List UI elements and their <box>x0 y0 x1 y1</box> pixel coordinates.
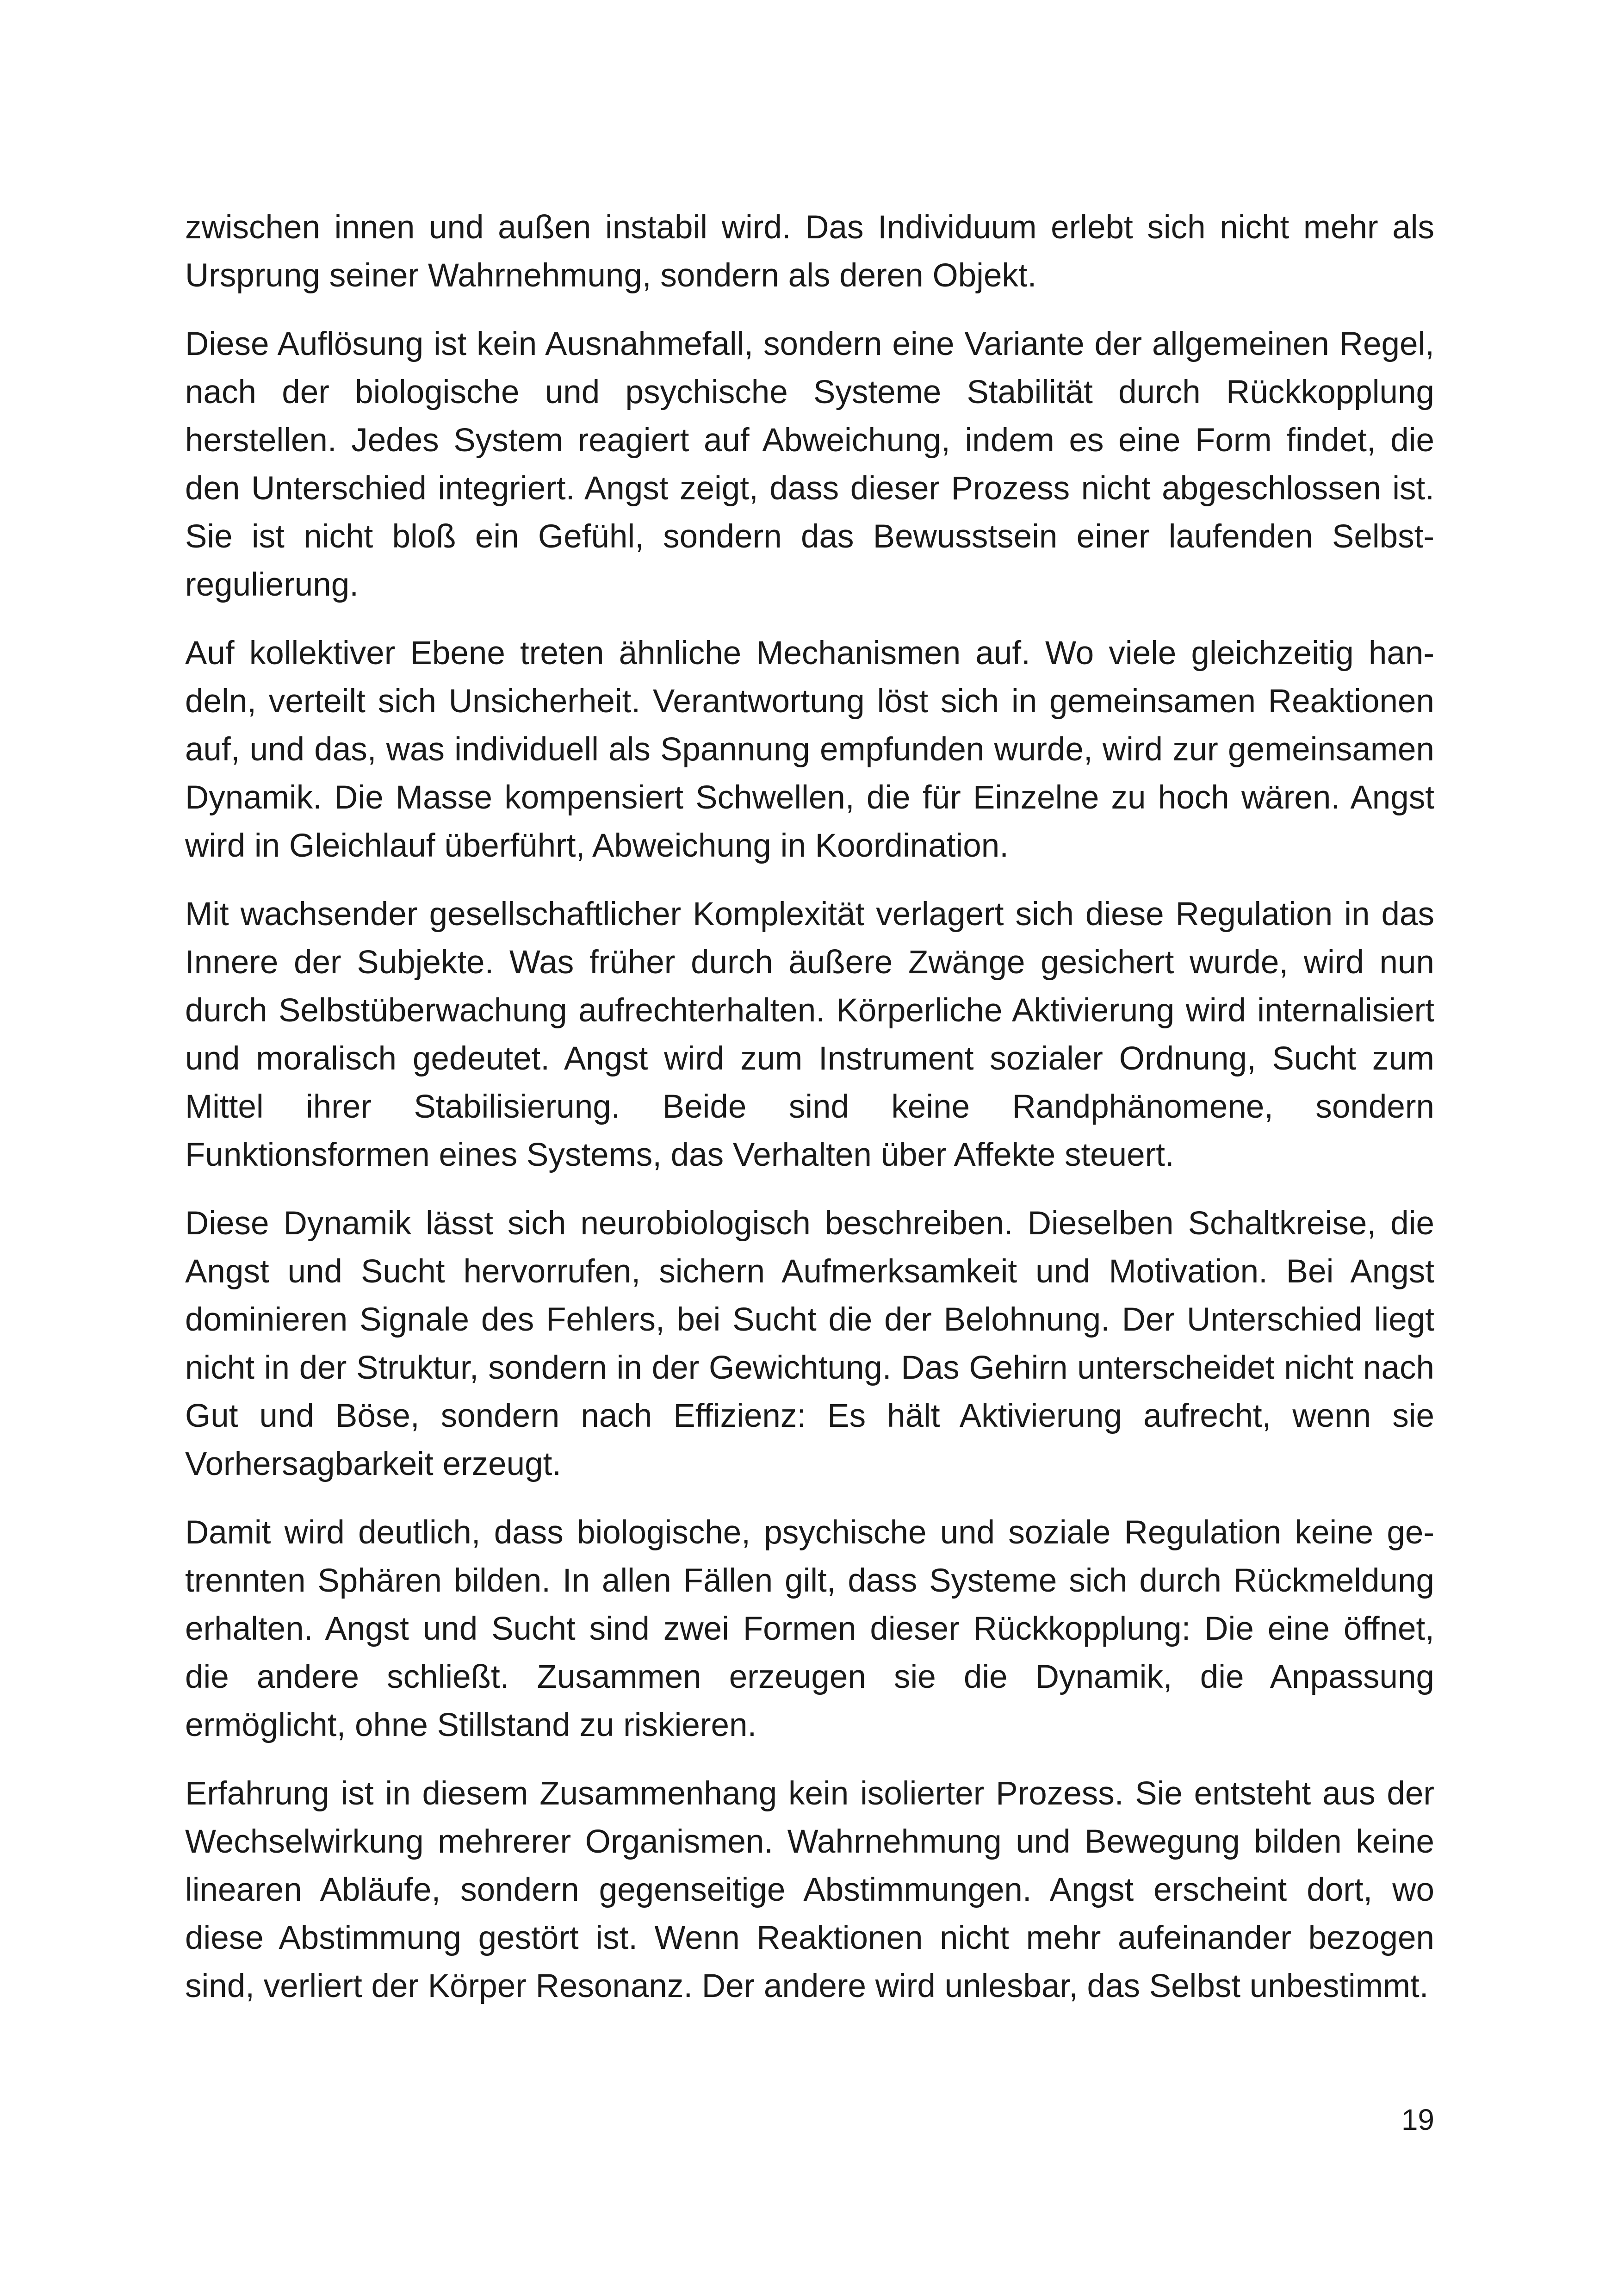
paragraph-4: Mit wachsender gesellschaftlicher Komplexität verlagert sich diese Regulation in das Innere der Subjekte. Was früher durch äußere Zwänge gesichert wurde, wird nun durch Selbstüberwachung aufrechterhalten. Körperliche Aktivierung wird internalisiert und moralisch gedeutet. Angst wird zum Instrument sozialer Ordnung, Sucht zum Mittel ihrer Stabilisierung. Beide sind keine Randphänomene, sondern Funktionsformen eines Systems, das Verhalten über Affekte steuert. <box>185 896 1434 1173</box>
paragraph-1: zwischen innen und außen instabil wird. Das Individuum erlebt sich nicht mehr als Ursprung seiner Wahrnehmung, sondern als deren Objekt. <box>185 209 1434 294</box>
page-number: 19 <box>1401 2103 1434 2136</box>
paragraph-2: Diese Auflösung ist kein Ausnahmefall, sondern eine Variante der allgemeinen Regel, nach der biologische und psychische Systeme Stabilität durch Rückkopplung herstellen. Jedes System reagiert auf Abweichung, indem es eine Form findet, die den Unterschied integriert. Angst zeigt, dass dieser Prozess nicht abgeschlossen ist. Sie ist nicht bloß ein Gefühl, sondern das Bewusstsein einer laufenden Selbstregulierung. <box>185 326 1434 603</box>
paragraph-7: Erfahrung ist in diesem Zusammenhang kein isolierter Prozess. Sie entsteht aus der Wechselwirkung mehrerer Organismen. Wahrnehmung und Bewegung bilden keine linearen Abläufe, sondern gegenseitige Abstimmungen. Angst erscheint dort, wo diese Abstimmung gestört ist. Wenn Reaktionen nicht mehr aufeinander bezogen sind, verliert der Körper Resonanz. Der andere wird unlesbar, das Selbst unbestimmt. <box>185 1775 1434 2004</box>
paragraph-5: Diese Dynamik lässt sich neurobiologisch beschreiben. Dieselben Schaltkreise, die Angst und Sucht hervorrufen, sichern Aufmerksamkeit und Motivation. Bei Angst dominieren Signale des Fehlers, bei Sucht die der Belohnung. Der Unterschied liegt nicht in der Struktur, sondern in der Gewichtung. Das Gehirn unterscheidet nicht nach Gut und Böse, sondern nach Effizienz: Es hält Aktivierung aufrecht, wenn sie Vorhersagbarkeit erzeugt. <box>185 1205 1434 1482</box>
body-text <box>185 204 1434 2031</box>
paragraph-6: Damit wird deutlich, dass biologische, psychische und soziale Regulation keine getrennten Sphären bilden. In allen Fällen gilt, dass Systeme sich durch Rückmeldung erhalten. Angst und Sucht sind zwei Formen dieser Rückkopplung: Die eine öffnet, die andere schließt. Zusammen erzeugen sie die Dynamik, die Anpassung ermöglicht, ohne Stillstand zu riskieren. <box>185 1514 1434 1743</box>
paragraph-3: Auf kollektiver Ebene treten ähnliche Mechanismen auf. Wo viele gleichzeitig handeln, verteilt sich Unsicherheit. Verantwortung löst sich in gemeinsamen Reaktionen auf, und das, was individuell als Spannung empfunden wurde, wird zur gemeinsamen Dynamik. Die Masse kompensiert Schwellen, die für Einzelne zu hoch wären. Angst wird in Gleichlauf überführt, Abweichung in Koordination. <box>185 635 1434 864</box>
